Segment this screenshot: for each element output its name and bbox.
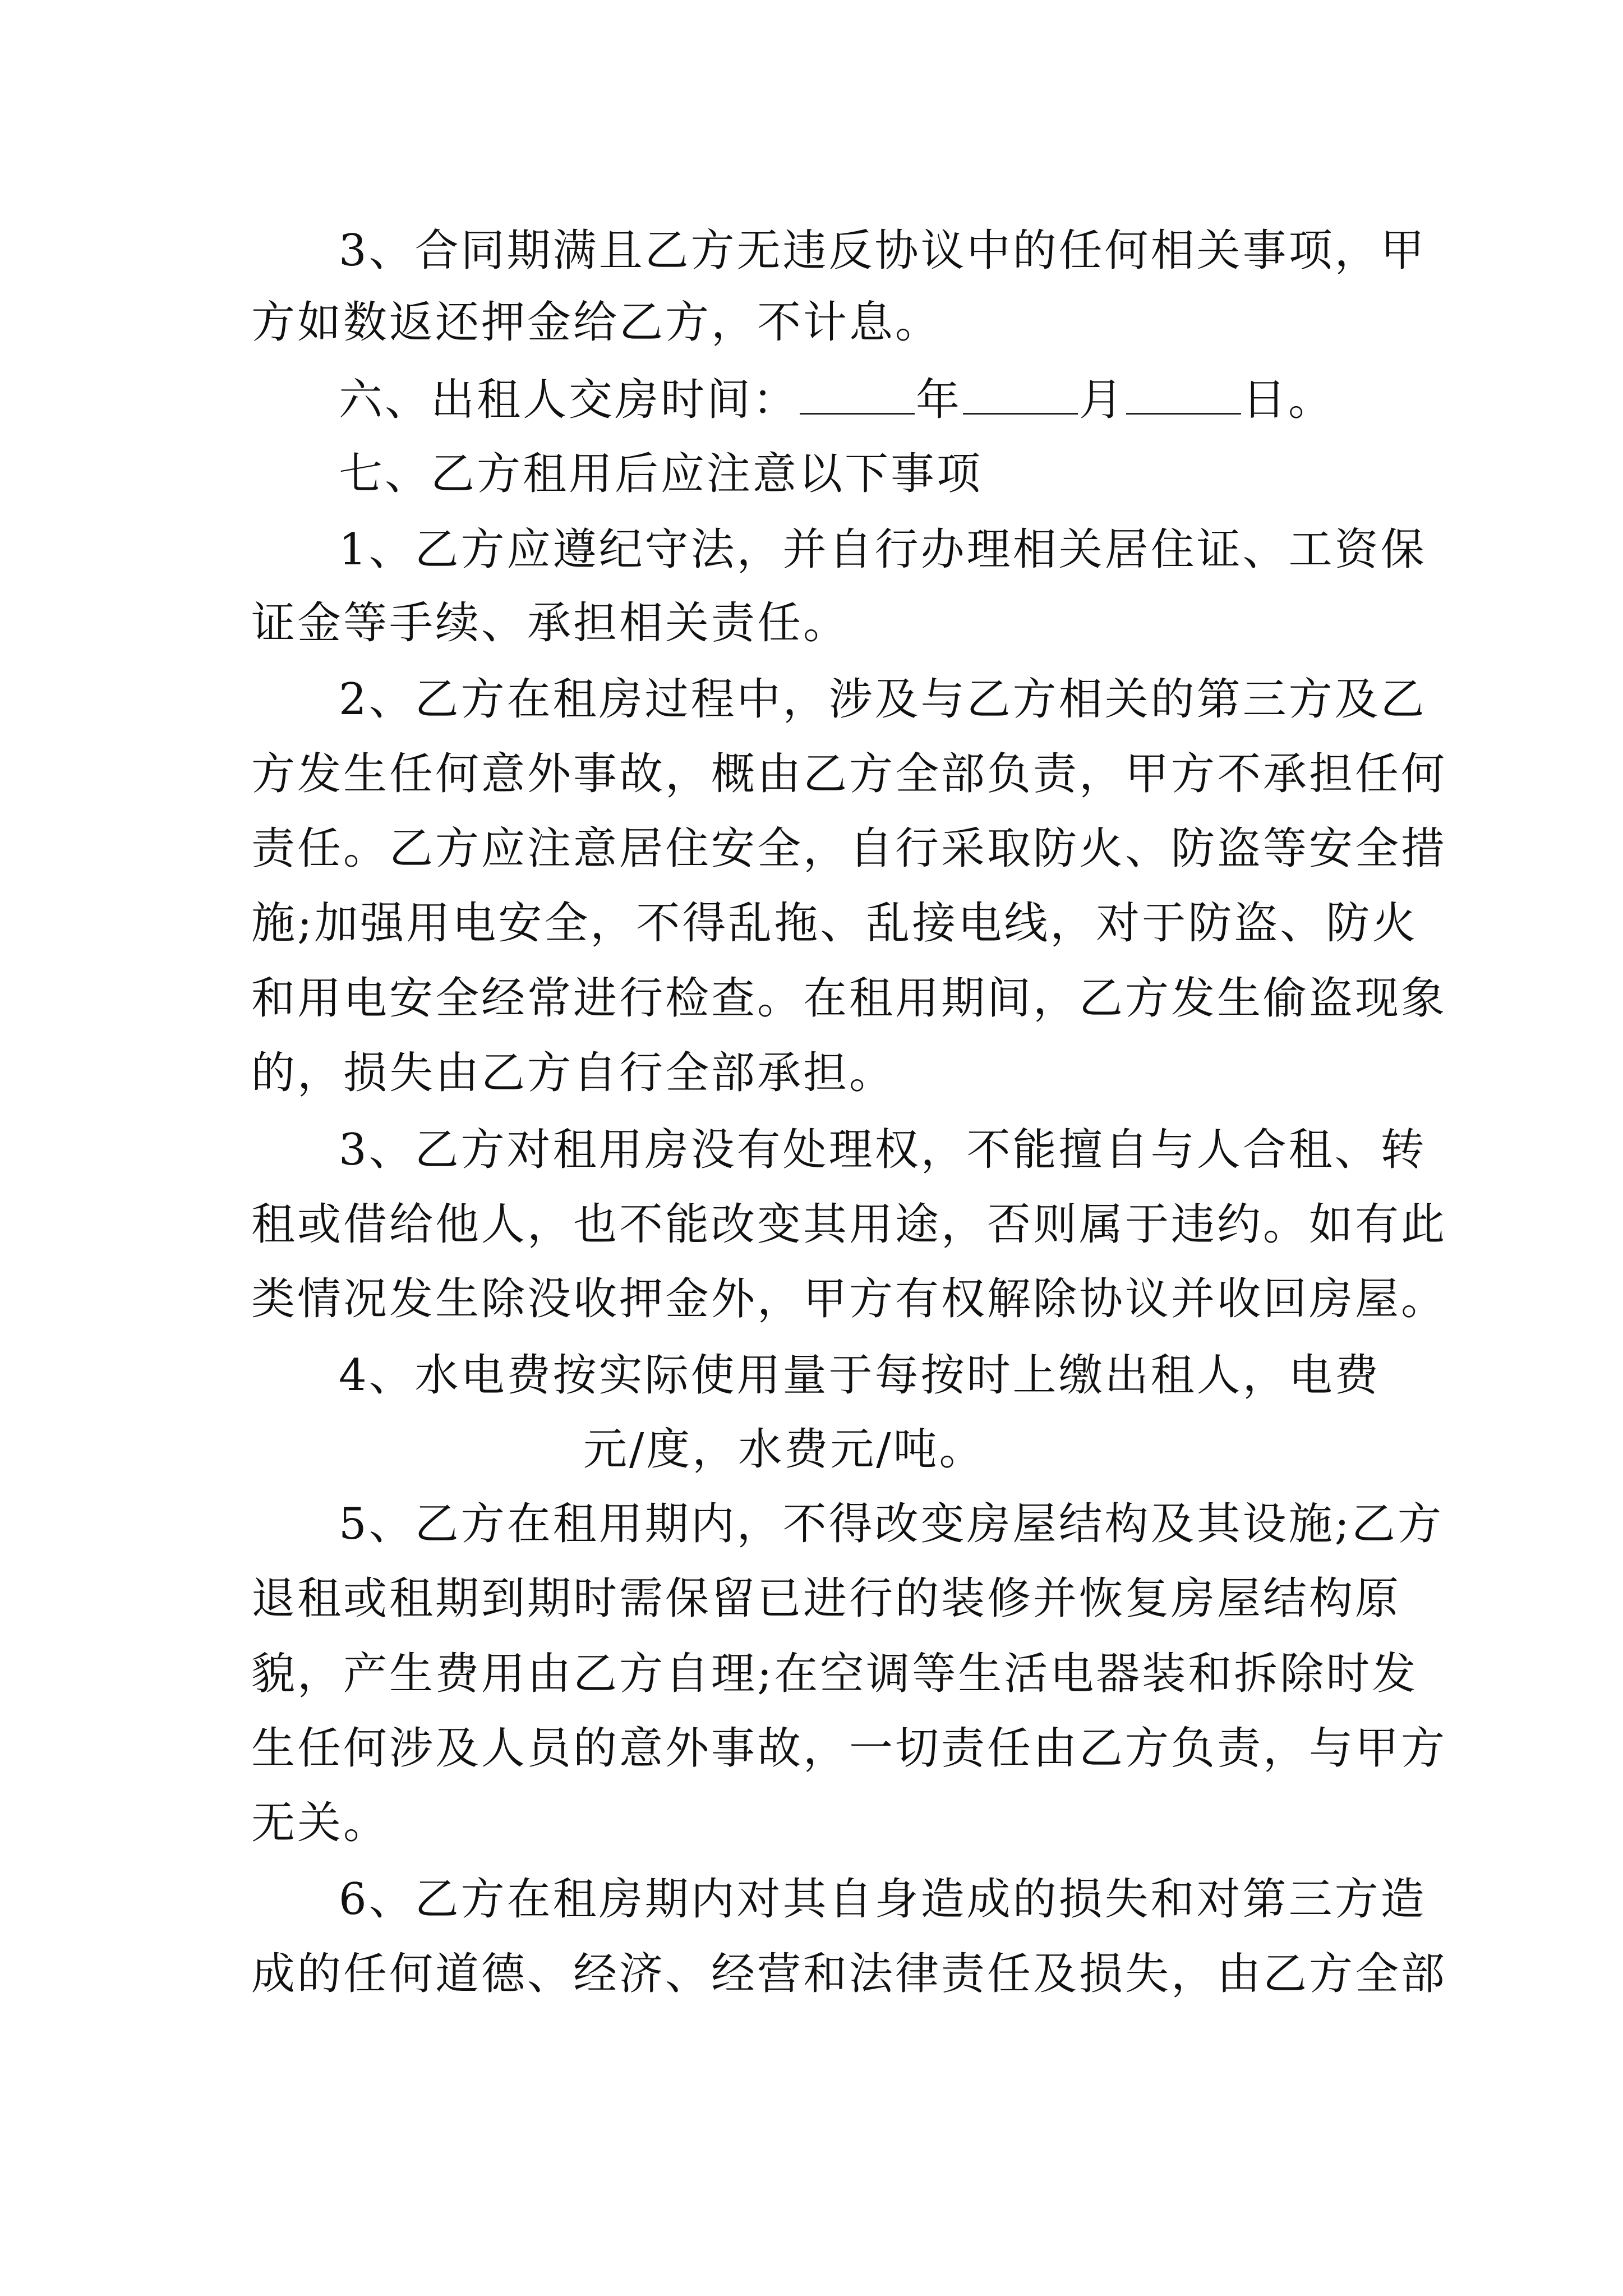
paragraph-line: 3、合同期满且乙方无违反协议中的任何相关事项，甲 [339, 226, 1427, 276]
paragraph-line: 责任。乙方应注意居住安全，自行采取防火、防盗等安全措 [251, 823, 1447, 874]
year-blank [800, 374, 915, 415]
paragraph-line: 施;加强用电安全，不得乱拖、乱接电线，对于防盗、防火 [251, 898, 1418, 949]
paragraph-line: 和用电安全经常进行检查。在租用期间，乙方发生偷盗现象 [251, 973, 1447, 1024]
paragraph-line: 貌，产生费用由乙方自理;在空调等生活电器装和拆除时发 [251, 1649, 1418, 1699]
paragraph-line: 6、乙方在租房期内对其自身造成的损失和对第三方造 [339, 1874, 1427, 1925]
paragraph-line: 的，损失由乙方自行全部承担。 [251, 1048, 896, 1098]
paragraph-line: 租或借给他人，也不能改变其用途，否则属于违约。如有此 [251, 1199, 1447, 1250]
paragraph-line: 类情况发生除没收押金外，甲方有权解除协议并收回房屋。 [251, 1274, 1447, 1324]
paragraph-line: 3、乙方对租用房没有处理权，不能擅自与人合租、转 [339, 1125, 1427, 1175]
section-heading: 七、乙方租用后应注意以下事项 [339, 449, 983, 499]
month-blank [963, 374, 1078, 415]
paragraph-line: 5、乙方在租用期内，不得改变房屋结构及其设施;乙方 [339, 1499, 1444, 1549]
paragraph-line: 退租或租期到期时需保留已进行的装修并恢复房屋结构原 [251, 1573, 1401, 1624]
paragraph-line: 4、水电费按实际使用量于每按时上缴出租人，电费 [339, 1350, 1381, 1401]
paragraph-line: 1、乙方应遵纪守法，并自行办理相关居住证、工资保 [339, 524, 1427, 575]
paragraph-line: 方发生任何意外事故，概由乙方全部负责，甲方不承担任何 [251, 749, 1447, 799]
paragraph-line: 方如数返还押金给乙方，不计息。 [251, 297, 942, 348]
paragraph-line: 证金等手续、承担相关责任。 [251, 598, 850, 648]
paragraph-line: 2、乙方在租房过程中，涉及与乙方相关的第三方及乙 [339, 674, 1427, 725]
handover-time-line: 六、出租人交房时间： 年 月 日。 [339, 375, 1335, 425]
paragraph-line: 元/度，水费元/吨。 [583, 1424, 985, 1475]
paragraph-line: 成的任何道德、经济、经营和法律责任及损失，由乙方全部 [251, 1949, 1447, 1999]
day-blank [1126, 374, 1241, 415]
paragraph-line: 无关。 [251, 1798, 390, 1848]
paragraph-line: 生任何涉及人员的意外事故，一切责任由乙方负责，与甲方 [251, 1723, 1447, 1774]
